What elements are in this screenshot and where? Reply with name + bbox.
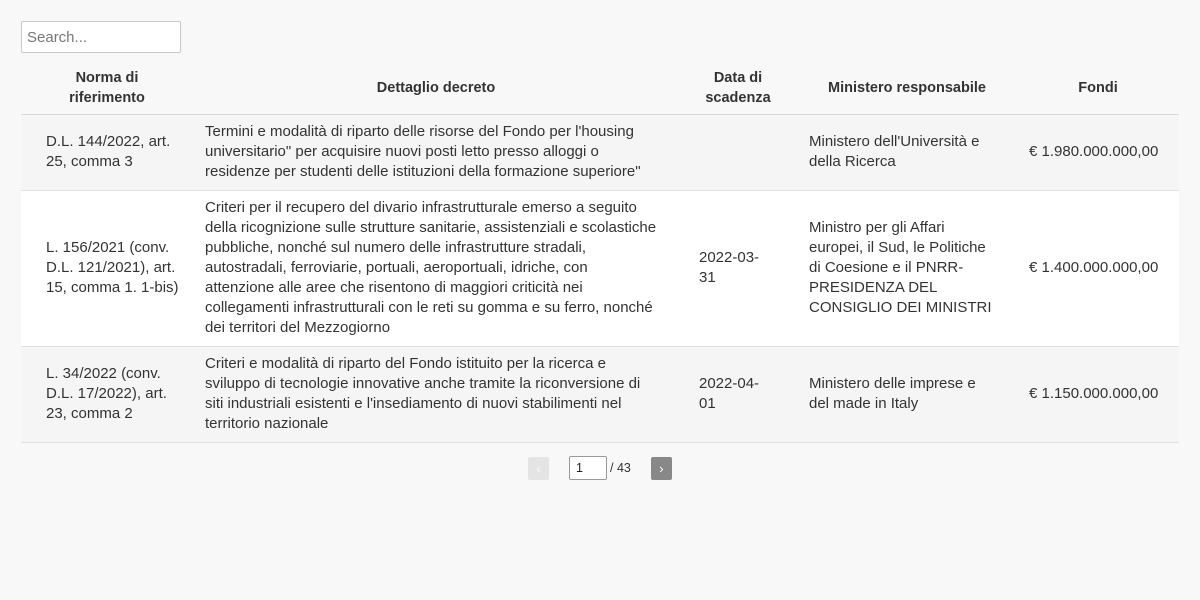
page-total: / 43 (610, 461, 631, 475)
cell-data (679, 115, 797, 191)
cell-norma: L. 156/2021 (conv. D.L. 121/2021), art. 15, comma 1. 1-bis) (21, 191, 193, 347)
page-number-input[interactable] (569, 456, 607, 480)
data-table (21, 62, 1179, 443)
cell-ministero: Ministero delle imprese e del made in Italy (797, 347, 1017, 443)
column-header-norma[interactable]: Norma di riferimento (21, 62, 193, 115)
column-header-ministero[interactable]: Ministero responsabile (797, 62, 1017, 115)
pagination (528, 456, 672, 480)
table-header-row (21, 62, 1179, 115)
cell-ministero: Ministero dell'Università e della Ricerca (797, 115, 1017, 191)
cell-fondi: € 1.980.000.000,00 (1017, 115, 1179, 191)
next-page-button[interactable]: › (651, 457, 672, 480)
cell-dettaglio: Criteri e modalità di riparto del Fondo istituito per la ricerca e sviluppo di tecnologie innovative anche tramite la riconversione di siti industriali esistenti e l'insediamento di nuovi stabilimenti nel territorio nazionale (193, 347, 679, 443)
cell-dettaglio: Termini e modalità di riparto delle risorse del Fondo per l'housing universitario" per acquisire nuovi posti letto presso alloggi o residenze per studenti delle istituzioni della formazione superiore" (193, 115, 679, 191)
cell-dettaglio: Criteri per il recupero del divario infrastrutturale emerso a seguito della ricognizione sulle strutture sanitarie, assistenziali e scolastiche pubbliche, nonché sul numero delle infrastrutture stradali, autostradali, ferroviarie, portuali, aeroportuali, idriche, con attenzione alle aree che risentono di maggiori criticità nei collegamenti infrastrutturali con le reti su gomma e su ferro, nonché dei territori del Mezzogiorno (193, 191, 679, 347)
column-header-data[interactable]: Data di scadenza (679, 62, 797, 115)
column-header-dettaglio[interactable]: Dettaglio decreto (193, 62, 679, 115)
search-input[interactable] (21, 21, 181, 53)
cell-data: 2022-03-31 (679, 191, 797, 347)
table-row (21, 347, 1179, 443)
table-row (21, 191, 1179, 347)
table-row (21, 115, 1179, 191)
cell-norma: D.L. 144/2022, art. 25, comma 3 (21, 115, 193, 191)
cell-data: 2022-04-01 (679, 347, 797, 443)
cell-ministero: Ministro per gli Affari europei, il Sud, le Politiche di Coesione e il PNRR- PRESIDENZA DEL CONSIGLIO DEI MINISTRI (797, 191, 1017, 347)
column-header-fondi[interactable]: Fondi (1017, 62, 1179, 115)
cell-norma: L. 34/2022 (conv. D.L. 17/2022), art. 23, comma 2 (21, 347, 193, 443)
cell-fondi: € 1.400.000.000,00 (1017, 191, 1179, 347)
previous-page-button[interactable]: ‹ (528, 457, 549, 480)
cell-fondi: € 1.150.000.000,00 (1017, 347, 1179, 443)
